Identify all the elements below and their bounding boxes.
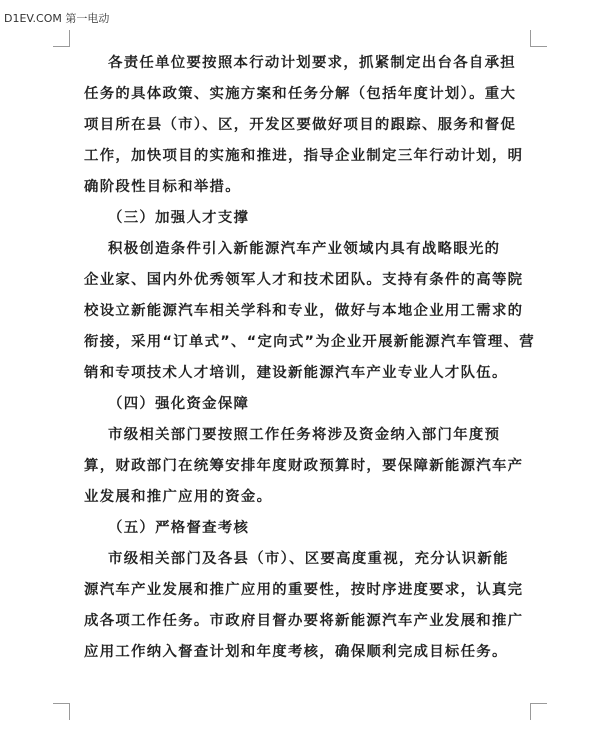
paragraph-line: 确阶段性目标和举措。 [84,179,241,195]
document-page [84,48,535,668]
paragraph-line: 销和专项技术人才培训，建设新能源汽车产业专业人才队伍。 [84,365,508,381]
crop-mark-top-left [53,30,70,47]
section-heading: （三）加强人才支撑 [108,210,250,226]
paragraph-line: 市级相关部门要按照工作任务将涉及资金纳入部门年度预 [108,427,501,443]
paragraph-line: 衔接，采用“订单式”、“定向式”为企业开展新能源汽车管理、营 [84,334,535,350]
paragraph-line: 积极创造条件引入新能源汽车产业领域内具有战略眼光的 [108,241,501,257]
paragraph-line: 业发展和推广应用的资金。 [84,489,273,505]
paragraph-line: 成各项工作任务。市政府目督办要将新能源汽车产业发展和推广 [84,613,524,629]
paragraph-line: 算，财政部门在统筹安排年度财政预算时，要保障新能源汽车产 [84,458,524,474]
paragraph-line: 应用工作纳入督查计划和年度考核，确保顺利完成目标任务。 [84,644,508,660]
section-heading: （四）强化资金保障 [108,396,250,412]
section-heading: （五）严格督查考核 [108,520,250,536]
paragraph-line: 企业家、国内外优秀领军人才和技术团队。支持有条件的高等院 [84,272,524,288]
paragraph-line: 任务的具体政策、实施方案和任务分解（包括年度计划）。重大 [84,86,517,102]
paragraph-line: 源汽车产业发展和推广应用的重要性，按时序进度要求，认真完 [84,582,524,598]
paragraph-line: 各责任单位要按照本行动计划要求，抓紧制定出台各自承担 [108,55,516,71]
crop-mark-bottom-left [53,703,70,720]
watermark: D1EV.COM 第一电动 [4,12,110,25]
crop-mark-top-right [530,30,547,47]
crop-mark-bottom-right [530,703,547,720]
paragraph-line: 工作，加快项目的实施和推进，指导企业制定三年行动计划，明 [84,148,524,164]
paragraph-line: 项目所在县（市）、区，开发区要做好项目的跟踪、服务和督促 [84,117,517,133]
paragraph-line: 市级相关部门及各县（市）、区要高度重视，充分认识新能 [108,551,509,567]
paragraph-line: 校设立新能源汽车相关学科和专业，做好与本地企业用工需求的 [84,303,524,319]
